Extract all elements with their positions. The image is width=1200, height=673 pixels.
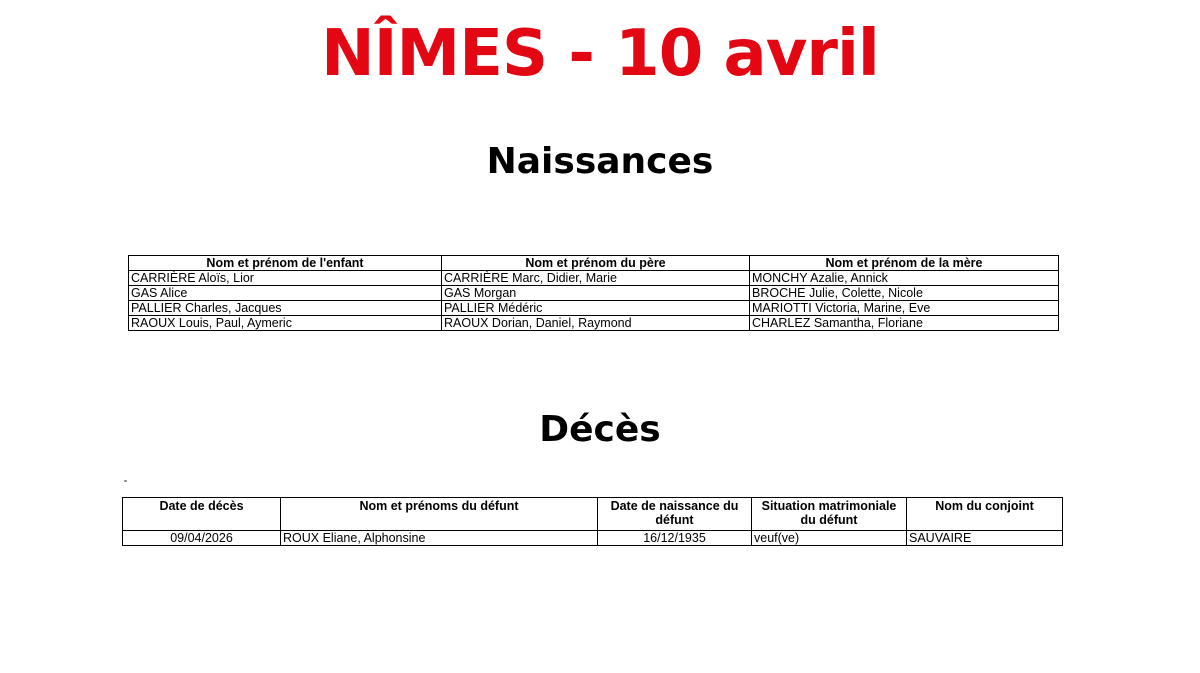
column-header-death-date: Date de décès — [123, 498, 281, 531]
father-name-cell: PALLIER Médéric — [442, 301, 750, 316]
column-header-marital-status: Situation matrimoniale du défunt — [752, 498, 907, 531]
birth-date-cell: 16/12/1935 — [598, 531, 752, 546]
column-header-birth-date: Date de naissance du défunt — [598, 498, 752, 531]
births-heading: Naissances — [486, 141, 714, 182]
child-name-cell: PALLIER Charles, Jacques — [129, 301, 442, 316]
column-header-deceased-name: Nom et prénoms du défunt — [281, 498, 598, 531]
table-row — [129, 286, 1059, 301]
deaths-heading: Décès — [539, 409, 661, 450]
column-header-mother: Nom et prénom de la mère — [750, 256, 1059, 271]
father-name-cell: GAS Morgan — [442, 286, 750, 301]
deceased-name-cell: ROUX Eliane, Alphonsine — [281, 531, 598, 546]
father-name-cell: CARRIÈRE Marc, Didier, Marie — [442, 271, 750, 286]
father-name-cell: RAOUX Dorian, Daniel, Raymond — [442, 316, 750, 331]
marital-status-cell: veuf(ve) — [752, 531, 907, 546]
column-header-spouse-name: Nom du conjoint — [907, 498, 1063, 531]
spouse-name-cell: SAUVAIRE — [907, 531, 1063, 546]
table-row — [129, 271, 1059, 286]
child-name-cell: RAOUX Louis, Paul, Aymeric — [129, 316, 442, 331]
child-name-cell: GAS Alice — [129, 286, 442, 301]
deaths-table — [122, 497, 1063, 546]
column-header-father: Nom et prénom du père — [442, 256, 750, 271]
mother-name-cell: MARIOTTI Victoria, Marine, Eve — [750, 301, 1059, 316]
mother-name-cell: CHARLEZ Samantha, Floriane — [750, 316, 1059, 331]
table-row — [129, 301, 1059, 316]
deaths-header-row — [123, 498, 1063, 531]
death-date-cell: 09/04/2026 — [123, 531, 281, 546]
mother-name-cell: BROCHE Julie, Colette, Nicole — [750, 286, 1059, 301]
column-header-child: Nom et prénom de l'enfant — [129, 256, 442, 271]
births-header-row — [129, 256, 1059, 271]
births-table — [128, 255, 1059, 331]
mother-name-cell: MONCHY Azalie, Annick — [750, 271, 1059, 286]
child-name-cell: CARRIÈRE Aloïs, Lior — [129, 271, 442, 286]
page-title: NÎMES - 10 avril — [321, 17, 879, 91]
stray-mark — [124, 480, 127, 482]
table-row — [123, 531, 1063, 546]
table-row — [129, 316, 1059, 331]
